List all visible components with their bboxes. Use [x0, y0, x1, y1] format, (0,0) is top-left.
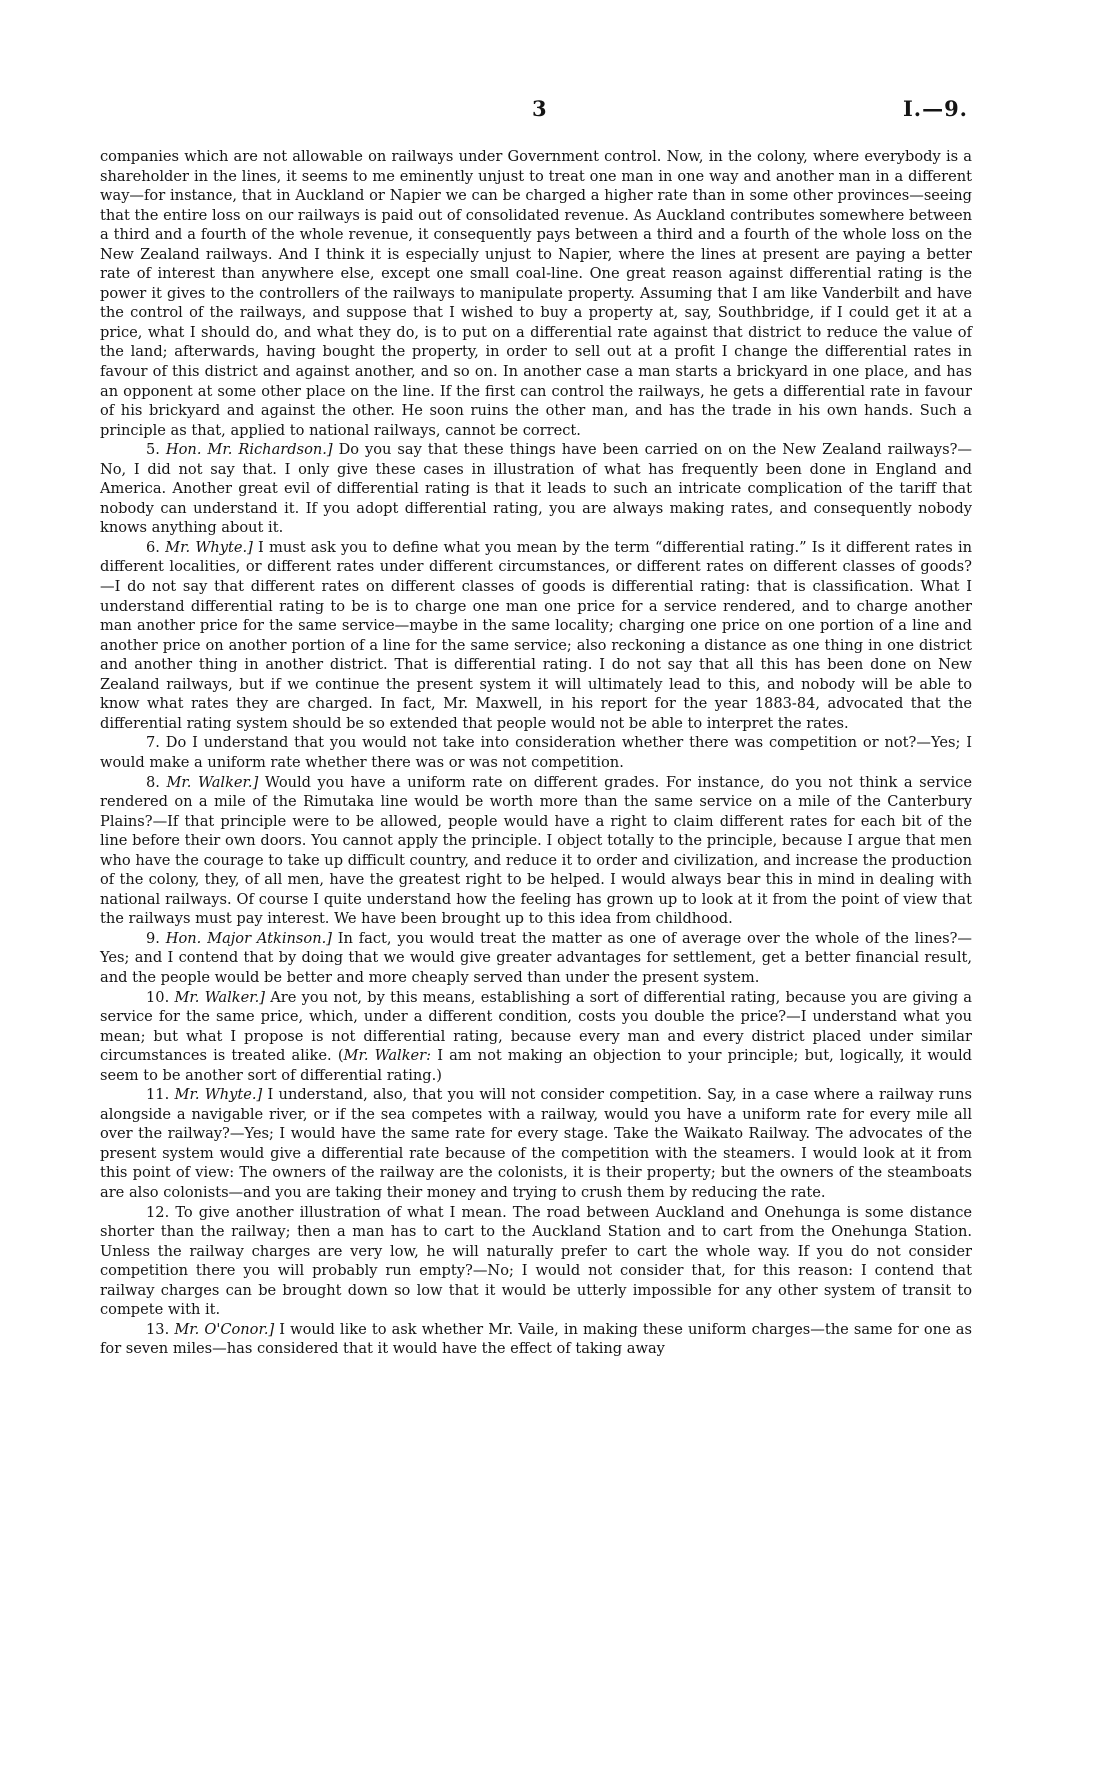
- question-text: To give another illustration of what I mean. The road between Auckland and Onehunga is some distance shorter than the railway; then a man has to cart to the Auckland Station and to cart from the Onehunga Station. Unless the railway charges are very low, he will naturally prefer to cart the whole way. If you do not consider competition there you will probably run empty?—No; I would not consider that, for this reason: I contend that railway charges can be brought down so low that it would be utterly impossible for any other system of transit to compete with it.: [100, 1203, 972, 1319]
- question-10: [100, 988, 972, 1086]
- speaker: Mr. Whyte.]: [174, 1086, 263, 1104]
- question-text: I would like to ask whether Mr. Vaile, in making these uniform charges—the same for one as for seven miles—has considered that it would have the effect of taking away: [100, 1320, 972, 1358]
- question-text: In fact, you would treat the matter as one of average over the whole of the lines?—Yes; and I contend that by doing that we would give greater advantages for settlement, get a better financial result, and the people would be better and more cheaply served than under the present system.: [100, 929, 973, 986]
- question-number: 7.: [146, 734, 160, 752]
- question-number: 5.: [146, 441, 160, 459]
- question-8: [100, 773, 972, 929]
- question-text: Are you not, by this means, establishing a sort of differential rating, because you are giving a service for the same price, which, under a different condition, costs you double the price?—I understand what you mean; but what I propose is not differential rating, because every man and every district placed under similar circumstances is treated alike.: [100, 988, 973, 1065]
- question-number: 8.: [146, 773, 160, 791]
- aside-speaker: Mr. Walker:: [343, 1047, 432, 1065]
- question-text: Do you say that these things have been carried on on the New Zealand railways?—No, I did not say that. I only give these cases in illustration of what has frequently been done in England and America. Another great evil of differential rating is that it leads to such an intricate complication of the tariff that nobody can understand it. If you adopt differential rating, you are always making rates, and consequently nobody knows anything about it.: [100, 441, 972, 537]
- question-13: [100, 1320, 972, 1359]
- question-text: Do I understand that you would not take into consideration whether there was competition or not?—Yes; I would make a uniform rate whether there was or was not competition.: [100, 734, 972, 771]
- question-text: Would you have a uniform rate on different grades. For instance, do you not think a service rendered on a mile of the Rimutaka line would be worth more than the same service on a mile of the Canterbury Plains?—If that principle were to be allowed, people would have a right to claim different rates for each bit of the line before their own doors. You cannot apply the principle. I object totally to the principle, because I argue that men who have the courage to take up difficult country, and reduce it to order and civilization, and increase the production of the colony, they, of all men, have the greatest right to be helped. I would always bear this in mind in dealing with national railways. Of course I quite understand how the feeling has grown up to look at it from the point of view that the railways must pay interest. We have been brought up to this idea from childhood.: [100, 773, 972, 928]
- question-12: [100, 1203, 972, 1320]
- question-text: I understand, also, that you will not consider competition. Say, in a case where a railway runs alongside a navigable river, or if the sea competes with a railway, would you have a uniform rate for every mile all over the railway?—Yes; I would have the same rate for every stage. Take the Waikato Railway. The advocates of the present system would give a differential rate because of the competition with the steamers. I would look at it from this point of view: The owners of the railway are the colonists, it is their property; but the owners of the steamboats are also colonists—and you are taking their money and trying to crush them by reducing the rate.: [100, 1086, 973, 1201]
- question-5: [100, 440, 972, 538]
- question-number: 13.: [146, 1320, 170, 1338]
- question-11: [100, 1085, 972, 1202]
- paragraph-continuation: [100, 147, 972, 440]
- speaker: Mr. Whyte.]: [165, 538, 253, 556]
- question-7: [100, 733, 972, 772]
- question-number: 11.: [146, 1086, 170, 1104]
- speaker: Hon. Mr. Richardson.]: [165, 441, 333, 459]
- paragraph-text: companies which are not allowable on railways under Government control. Now, in the colony, where everybody is a shareholder in the lines, it seems to me eminently unjust to treat one man in one way and another man in a different way—for instance, that in Auckland or Napier we can be charged a higher rate than in some other provinces—seeing that the entire loss on our railways is paid out of consolidated revenue. As Auckland contributes somewhere between a third and a fourth of the whole revenue, it consequently pays between a third and a fourth of the whole loss on the New Zealand railways. And I think it is especially unjust to Napier, where the lines at present are paying a better rate of interest than anywhere else, except one small coal-line. One great reason against differential rating is the power it gives to the controllers of the railways to manipulate property. Assuming that I am like Vanderbilt and have the control of the railways, and suppose that I wished to buy a property at, say, Southbridge, if I could get it at a price, what I should do, and what they do, is to put on a differential rate against that district to reduce the value of the land; afterwards, having bought the property, in order to sell out at a profit I change the differential rates in favour of this district and against another, and so on. In another case a man starts a brickyard in one place, and has an opponent at some other place on the line. If the first can control the railways, he gets a differential rate in favour of his brickyard and against the other. He soon ruins the other man, and has the trade in his own hands. Such a principle as that, applied to national railways, cannot be correct.: [100, 148, 972, 439]
- aside-open: (: [337, 1047, 344, 1065]
- question-number: 9.: [146, 929, 160, 947]
- speaker: Mr. O'Conor.]: [174, 1320, 275, 1338]
- document-reference: I.—9.: [902, 96, 968, 121]
- question-text: I must ask you to define what you mean by the term “differential rating.” Is it different rates in different localities, or different rates under different circumstances, or different rates on different classes of goods?—I do not say that different rates on different classes of goods is differential rating: that is classification. What I understand differential rating to be is to charge one man one price for a service rendered, and to charge another man another price for the same service—maybe in the same locality; charging one price on one portion of a line and another price on another portion of a line for the same service; also reckoning a distance as one thing in one district and another thing in another district. That is differential rating. I do not say that all this has been done on New Zealand railways, but if we continue the present system it will ultimately lead to this, and nobody will be able to know what rates they are charged. In fact, Mr. Maxwell, in his report for the year 1883-84, advocated that the differential rating system should be so extended that people would not be able to interpret the rates.: [100, 538, 973, 732]
- aside-text: I am not making an objection to your principle; but, logically, it would seem to be another sort of differential rating.): [100, 1047, 973, 1084]
- speaker: Hon. Major Atkinson.]: [165, 929, 332, 947]
- question-number: 6.: [146, 538, 160, 556]
- question-6: [100, 538, 972, 733]
- page-number: 3: [532, 96, 547, 121]
- speaker: Mr. Walker.]: [174, 988, 265, 1006]
- question-9: [100, 929, 972, 988]
- question-number: 12.: [146, 1203, 170, 1221]
- speaker: Mr. Walker.]: [166, 773, 259, 791]
- question-number: 10.: [146, 988, 170, 1006]
- page-header: [0, 96, 1114, 126]
- body-text: [100, 147, 972, 1359]
